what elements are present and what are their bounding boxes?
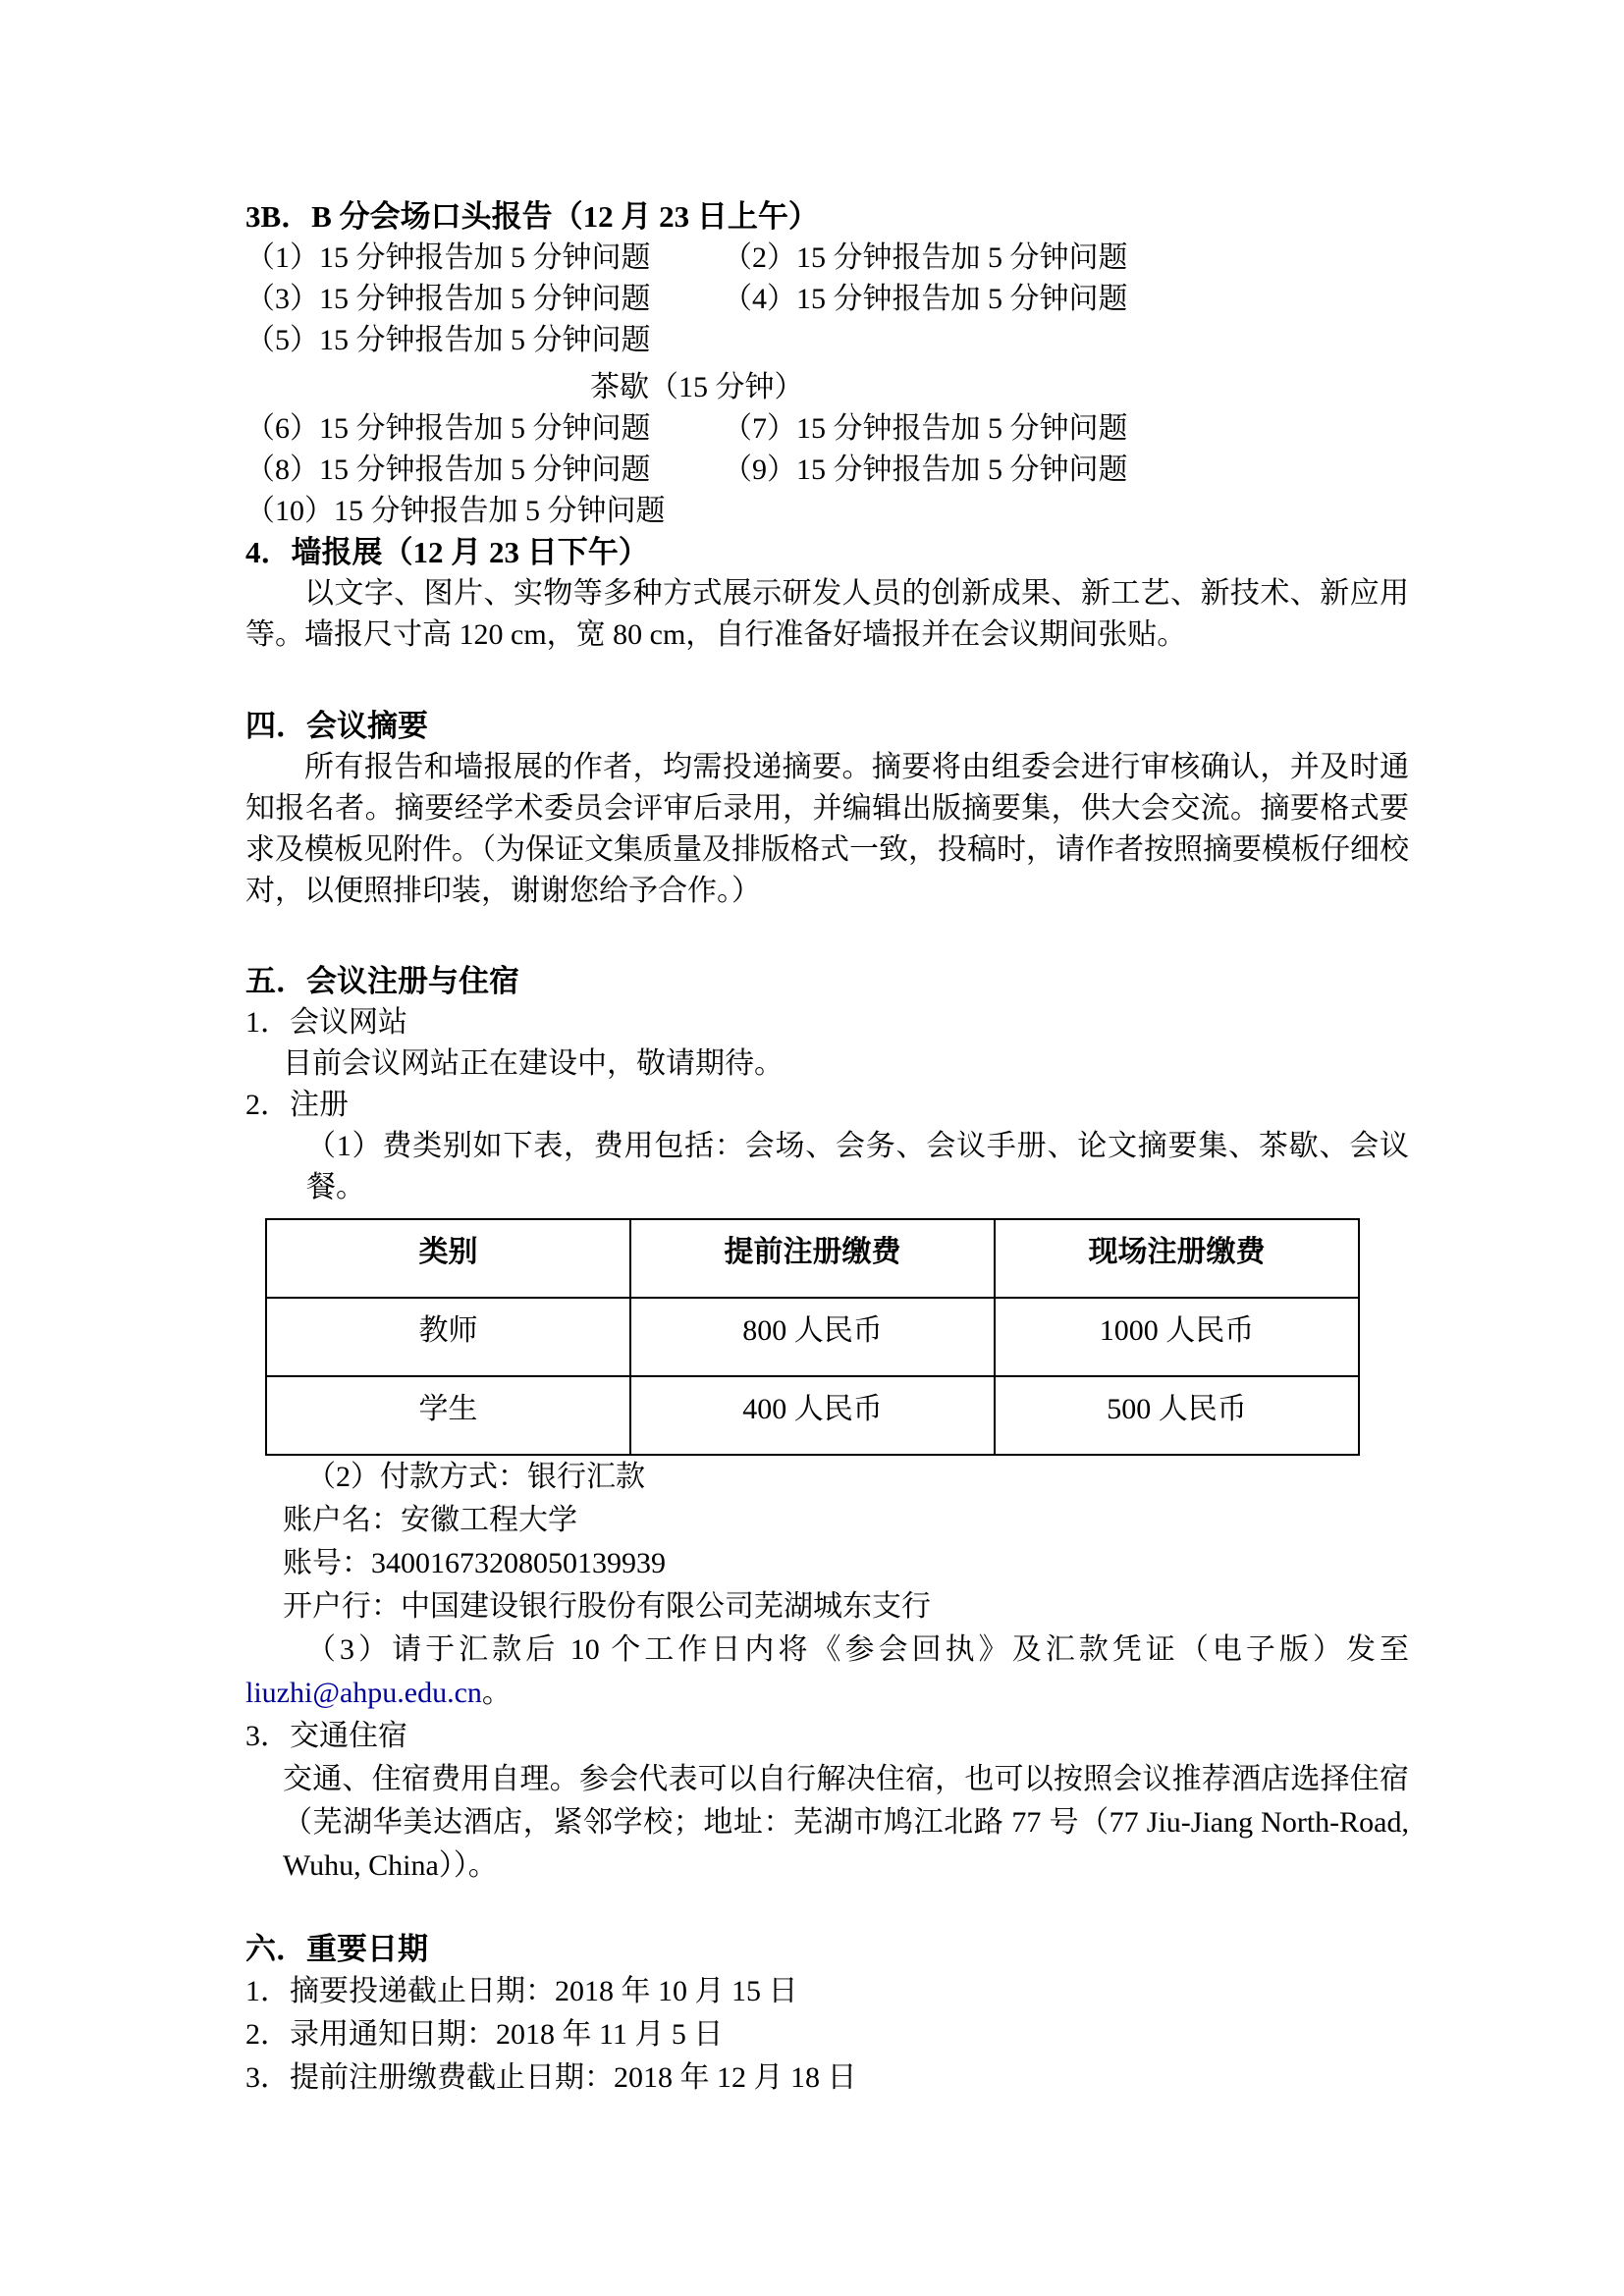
fee-cell-teacher-onsite: 1000 人民币 [995, 1298, 1359, 1376]
report-item-5: （5）15 分钟报告加 5 分钟问题 [245, 324, 651, 356]
registration-fee-table [265, 1218, 1360, 1456]
report-item-8: （8）15 分钟报告加 5 分钟问题 [245, 454, 651, 486]
fee-table-header-row [266, 1219, 1359, 1298]
registration-item-transport: 3．交通住宿 [245, 1720, 407, 1752]
email-link[interactable]: liuzhi@ahpu.edu.cn [245, 1677, 482, 1709]
report-item-4: （4）15 分钟报告加 5 分钟问题 [723, 283, 1128, 315]
fee-cell-teacher: 教师 [266, 1298, 630, 1376]
report-item-3: （3）15 分钟报告加 5 分钟问题 [245, 283, 651, 315]
registration-item-website: 1．会议网站 [245, 1006, 407, 1039]
payment-method-line: （2）付款方式：银行汇款 [306, 1461, 645, 1493]
report-row [245, 491, 1409, 532]
registration-item-register: 2．注册 [245, 1089, 349, 1121]
section-dates-title: 六．重要日期 [245, 1932, 428, 1966]
report-item-2: （2）15 分钟报告加 5 分钟问题 [723, 241, 1128, 274]
account-number-line: 账号：34001673208050139939 [283, 1547, 666, 1579]
important-dates-list [245, 1970, 1409, 2100]
fee-table-row-student [266, 1376, 1359, 1455]
section-4-paragraph: 以文字、图片、实物等多种方式展示研发人员的创新成果、新工艺、新技术、新应用等。墙报尺寸高 120 cm，宽 80 cm，自行准备好墙报并在会议期间张贴。 [245, 577, 1409, 651]
fee-table-header-onsite: 现场注册缴费 [995, 1219, 1359, 1298]
transport-paragraph: 交通、住宿费用自理。参会代表可以自行解决住宿，也可以按照会议推荐酒店选择住宿（芜湖华美达酒店，紧邻学校；地址：芜湖市鸠江北路 77 号（77 Jiu-Jiang North-Road, Wuhu, China））。 [283, 1763, 1409, 1882]
account-name-line: 账户名：安徽工程大学 [283, 1504, 577, 1536]
report-row [245, 450, 1409, 491]
section-3b-title: 3B．B 分会场口头报告（12 月 23 日上午） [245, 199, 819, 234]
section-abstract-title: 四．会议摘要 [245, 709, 428, 743]
fee-table-row-teacher [266, 1298, 1359, 1376]
date-item-abstract-deadline: 1．摘要投递截止日期：2018 年 10 月 15 日 [245, 1975, 798, 2007]
date-item-early-registration-deadline: 3．提前注册缴费截止日期：2018 年 12 月 18 日 [245, 2061, 857, 2094]
report-row [245, 320, 1409, 361]
fee-cell-student: 学生 [266, 1376, 630, 1455]
report-row [245, 238, 1409, 279]
remittance-instruction-line: （3）请于汇款后 10 个工作日内将《参会回执》及汇款凭证（电子版）发至 [306, 1633, 1409, 1666]
report-item-9: （9）15 分钟报告加 5 分钟问题 [723, 454, 1128, 486]
tea-break-line: 茶歇（15 分钟） [590, 371, 804, 403]
fee-cell-teacher-early: 800 人民币 [630, 1298, 995, 1376]
document-content [245, 196, 1409, 2100]
date-item-acceptance-notice: 2．录用通知日期：2018 年 11 月 5 日 [245, 2018, 724, 2051]
fee-cell-student-early: 400 人民币 [630, 1376, 995, 1455]
fee-table-header-category: 类别 [266, 1219, 630, 1298]
section-4-title: 4．墙报展（12 月 23 日下午） [245, 535, 649, 569]
report-item-10: （10）15 分钟报告加 5 分钟问题 [245, 495, 666, 527]
section-registration-title: 五．会议注册与住宿 [245, 964, 519, 998]
fee-table-header-early: 提前注册缴费 [630, 1219, 995, 1298]
payment-block [245, 1456, 1409, 1888]
website-status-text: 目前会议网站正在建设中，敬请期待。 [283, 1047, 784, 1080]
bank-line: 开户行：中国建设银行股份有限公司芜湖城东支行 [283, 1590, 931, 1623]
email-line [245, 1672, 1409, 1715]
section-abstract-paragraph: 所有报告和墙报展的作者，均需投递摘要。摘要将由组委会进行审核确认，并及时通知报名者。摘要经学术委员会评审后录用，并编辑出版摘要集，供大会交流。摘要格式要求及模板见附件。（为保证文集质量及排版格式一致，投稿时，请作者按照摘要模板仔细校对，以便照排印装，谢谢您给予合作。） [245, 751, 1409, 907]
report-item-6: （6）15 分钟报告加 5 分钟问题 [245, 412, 651, 445]
fee-category-intro: （1）费类别如下表，费用包括：会场、会务、会议手册、论文摘要集、茶歇、会议餐。 [306, 1130, 1409, 1203]
email-line-period: 。 [481, 1677, 512, 1709]
report-item-7: （7）15 分钟报告加 5 分钟问题 [723, 412, 1128, 445]
report-item-1: （1）15 分钟报告加 5 分钟问题 [245, 241, 651, 274]
report-row [245, 279, 1409, 320]
report-row [245, 408, 1409, 450]
fee-cell-student-onsite: 500 人民币 [995, 1376, 1359, 1455]
